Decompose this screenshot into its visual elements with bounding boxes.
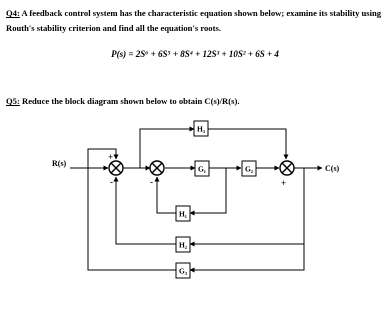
- sj3-bottom-sign: +: [281, 178, 287, 188]
- block-h2-label: H₂: [178, 240, 188, 250]
- summing-junction-2: [150, 161, 164, 175]
- question-4-text: A feedback control system has the characteristic equation shown below; examine its stability using Routh's stability criterion and find all the equation's roots.: [6, 8, 382, 33]
- sj2-bottom-sign: -: [150, 177, 153, 187]
- question-4-number: Q4:: [6, 8, 20, 18]
- sj1-outer-sign: +: [108, 152, 114, 162]
- question-5-text: Reduce the block diagram shown below to obtain C(s)/R(s).: [22, 96, 240, 106]
- sj1-bottom-sign: -: [110, 177, 113, 187]
- question-5-number: Q5:: [6, 96, 20, 106]
- summing-junction-3: [280, 161, 294, 175]
- h3-input-path: [140, 129, 194, 168]
- block-g1-label: G₁: [197, 164, 207, 174]
- output-label: C(s): [325, 164, 340, 173]
- h2-takeoff-path: [190, 168, 304, 244]
- block-g2-label: G₂: [244, 164, 254, 174]
- h1-feedback-path: [157, 177, 176, 213]
- g3-takeoff-path: [190, 244, 304, 270]
- summing-junction-1: [109, 161, 123, 175]
- characteristic-equation: P(s) = 2S⁶ + 6S⁵ + 8S⁴ + 12S³ + 10S² + 6S + 4: [111, 49, 279, 59]
- h3-output-path: [208, 129, 286, 159]
- block-h1-label: H₁: [178, 209, 188, 219]
- input-label: R(s): [52, 159, 67, 168]
- block-g3-label: G₃: [178, 266, 188, 276]
- h2-feedback-path: [116, 177, 176, 244]
- block-h3-label: H₃: [196, 124, 206, 134]
